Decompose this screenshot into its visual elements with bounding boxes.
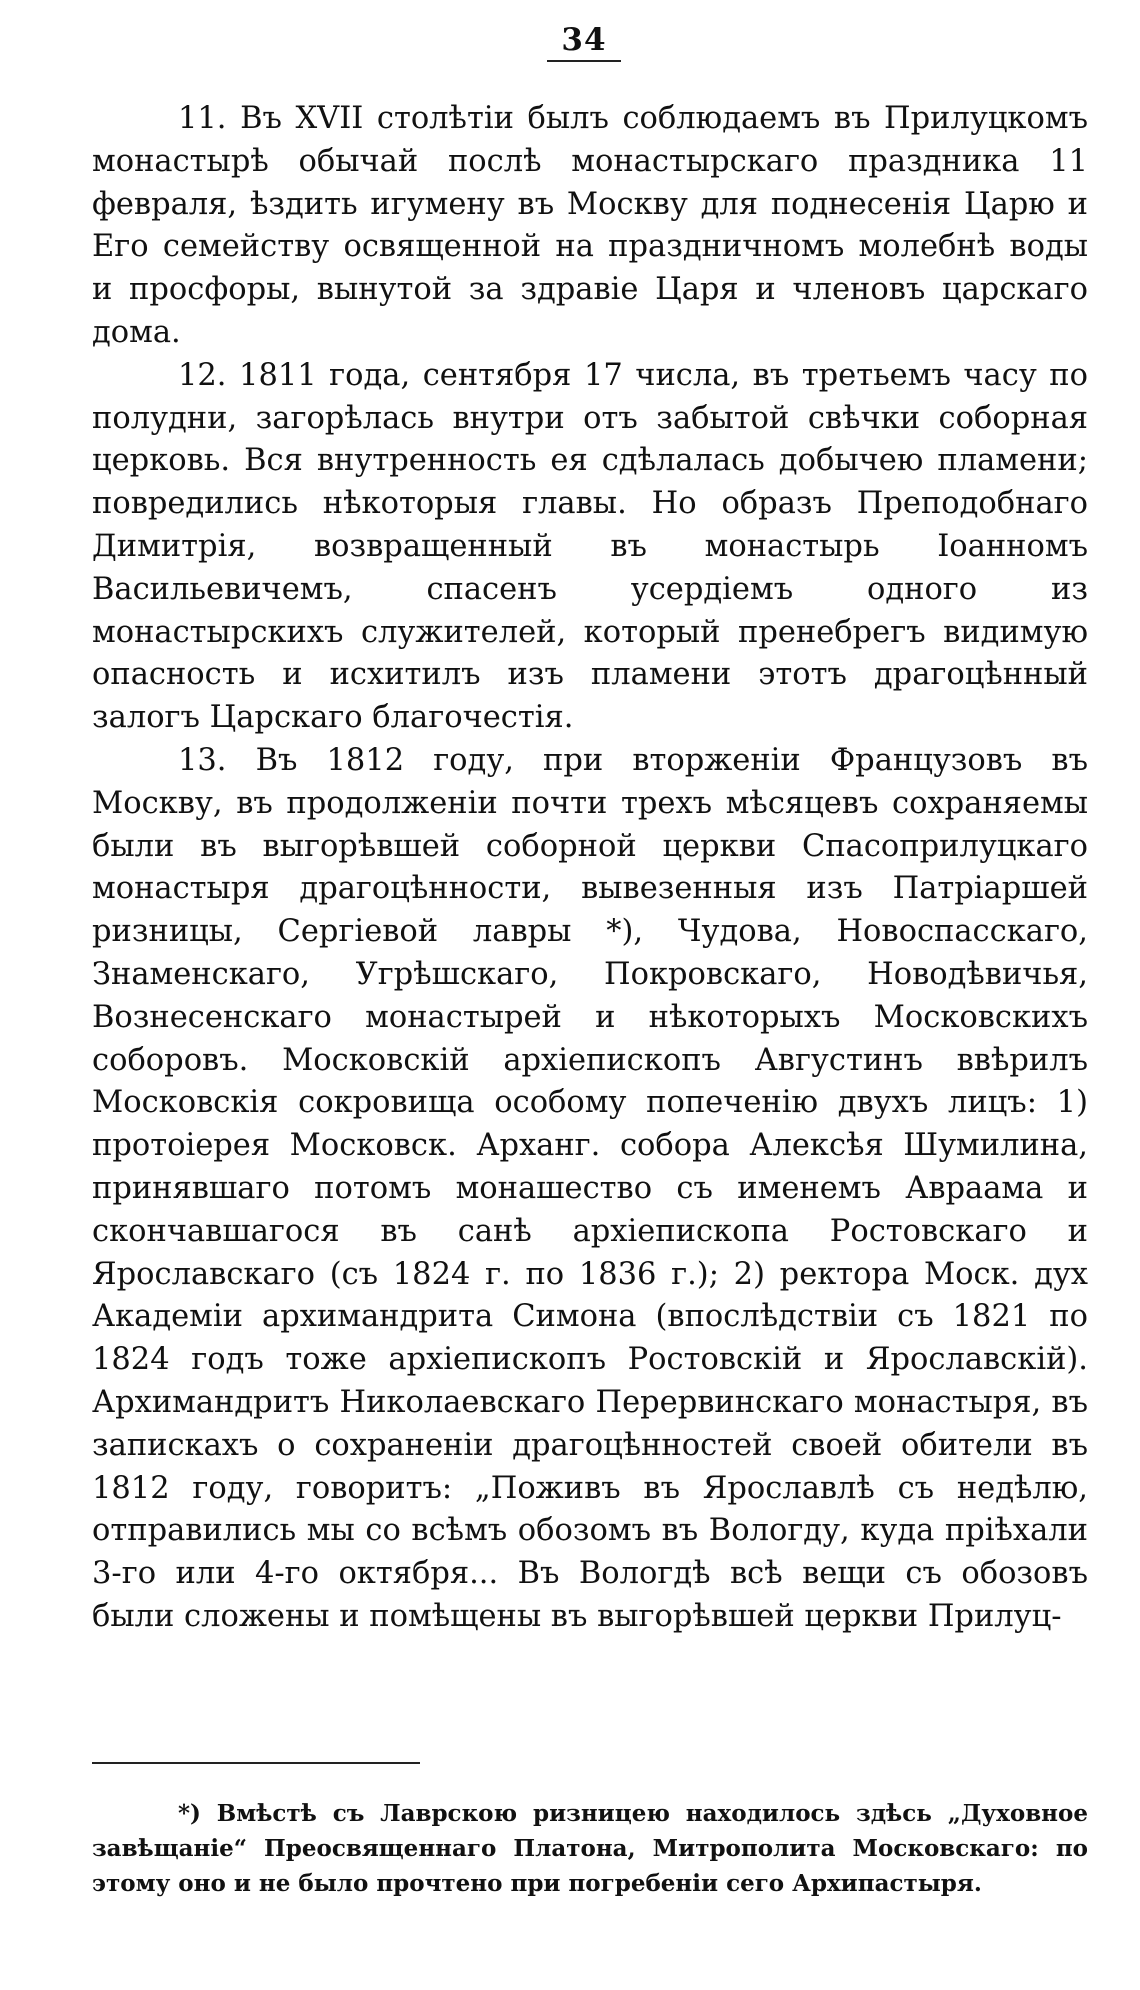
main-text xyxy=(92,98,1088,1639)
page-number: 34 xyxy=(547,22,620,62)
page-header xyxy=(0,22,1140,62)
footnote: *) Вмѣстѣ съ Лаврскою ризницею находилось здѣсь „Духовное завѣщаніе“ Преосвященнаго Платона, Митрополита Московскаго: по этому оно и не было прочтено при погребеніи сего Архипастыря. xyxy=(92,1800,1088,1897)
paragraph-12: 12. 1811 года, сентября 17 числа, въ третьемъ часу по полудни, загорѣлась внутри отъ забытой свѣчки соборная церковь. Вся внутренность ея сдѣлалась добычею пламени; повредились нѣкоторыя главы. Но образъ Преподобнаго Димитрія, возвращенный въ монастырь Іоанномъ Васильевичемъ, спасенъ усердіемъ одного из монастырскихъ служителей, который пренебрегъ видимую опасность и исхитилъ изъ пламени этотъ драгоцѣнный залогъ Царскаго благочестія. xyxy=(92,357,1088,736)
footnote-divider xyxy=(92,1762,420,1764)
paragraph-11: 11. Въ XVII столѣтіи былъ соблюдаемъ въ Прилуцкомъ монастырѣ обычай послѣ монастырскаго праздника 11 февраля, ѣздить игумену въ Москву для поднесенія Царю и Его семейству освященной на праздничномъ молебнѣ воды и просфоры, вынутой за здравіе Царя и членовъ царскаго дома. xyxy=(92,101,1088,350)
paragraph-13: 13. Въ 1812 году, при вторженіи Французовъ въ Москву, въ продолженіи почти трехъ мѣсяцевъ сохраняемы были въ выгорѣвшей соборной церкви Спасоприлуцкаго монастыря драгоцѣнности, вывезенныя изъ Патріаршей ризницы, Сергіевой лавры *), Чудова, Новоспасскаго, Знаменскаго, Угрѣшскаго, Покровскаго, Новодѣвичья, Вознесенскаго монастырей и нѣкоторыхъ Московскихъ соборовъ. Московскій архіепископъ Августинъ ввѣрилъ Московскія сокровища особому попеченію двухъ лицъ: 1) протоіерея Московск. Арханг. собора Алексѣя Шумилина, принявшаго потомъ монашество съ именемъ Авраама и скончавшагося въ санѣ архіепископа Ростовскаго и Ярославскаго (съ 1824 г. по 1836 г.); 2) ректора Моск. дух Академіи архимандрита Симона (впослѣдствіи съ 1821 по 1824 годъ тоже архіепископъ Ростовскій и Ярославскій). Архимандритъ Николаевскаго Перервинскаго монастыря, въ запискахъ о сохраненіи драгоцѣнностей своей обители въ 1812 году, говоритъ: „Поживъ въ Ярославлѣ съ недѣлю, отправились мы со всѣмъ обозомъ въ Вологду, куда пріѣхали 3-го или 4-го октября... Въ Вологдѣ всѣ вещи съ обозовъ были сложены и помѣщены въ выгорѣвшей церкви Прилуц- xyxy=(92,742,1088,1634)
